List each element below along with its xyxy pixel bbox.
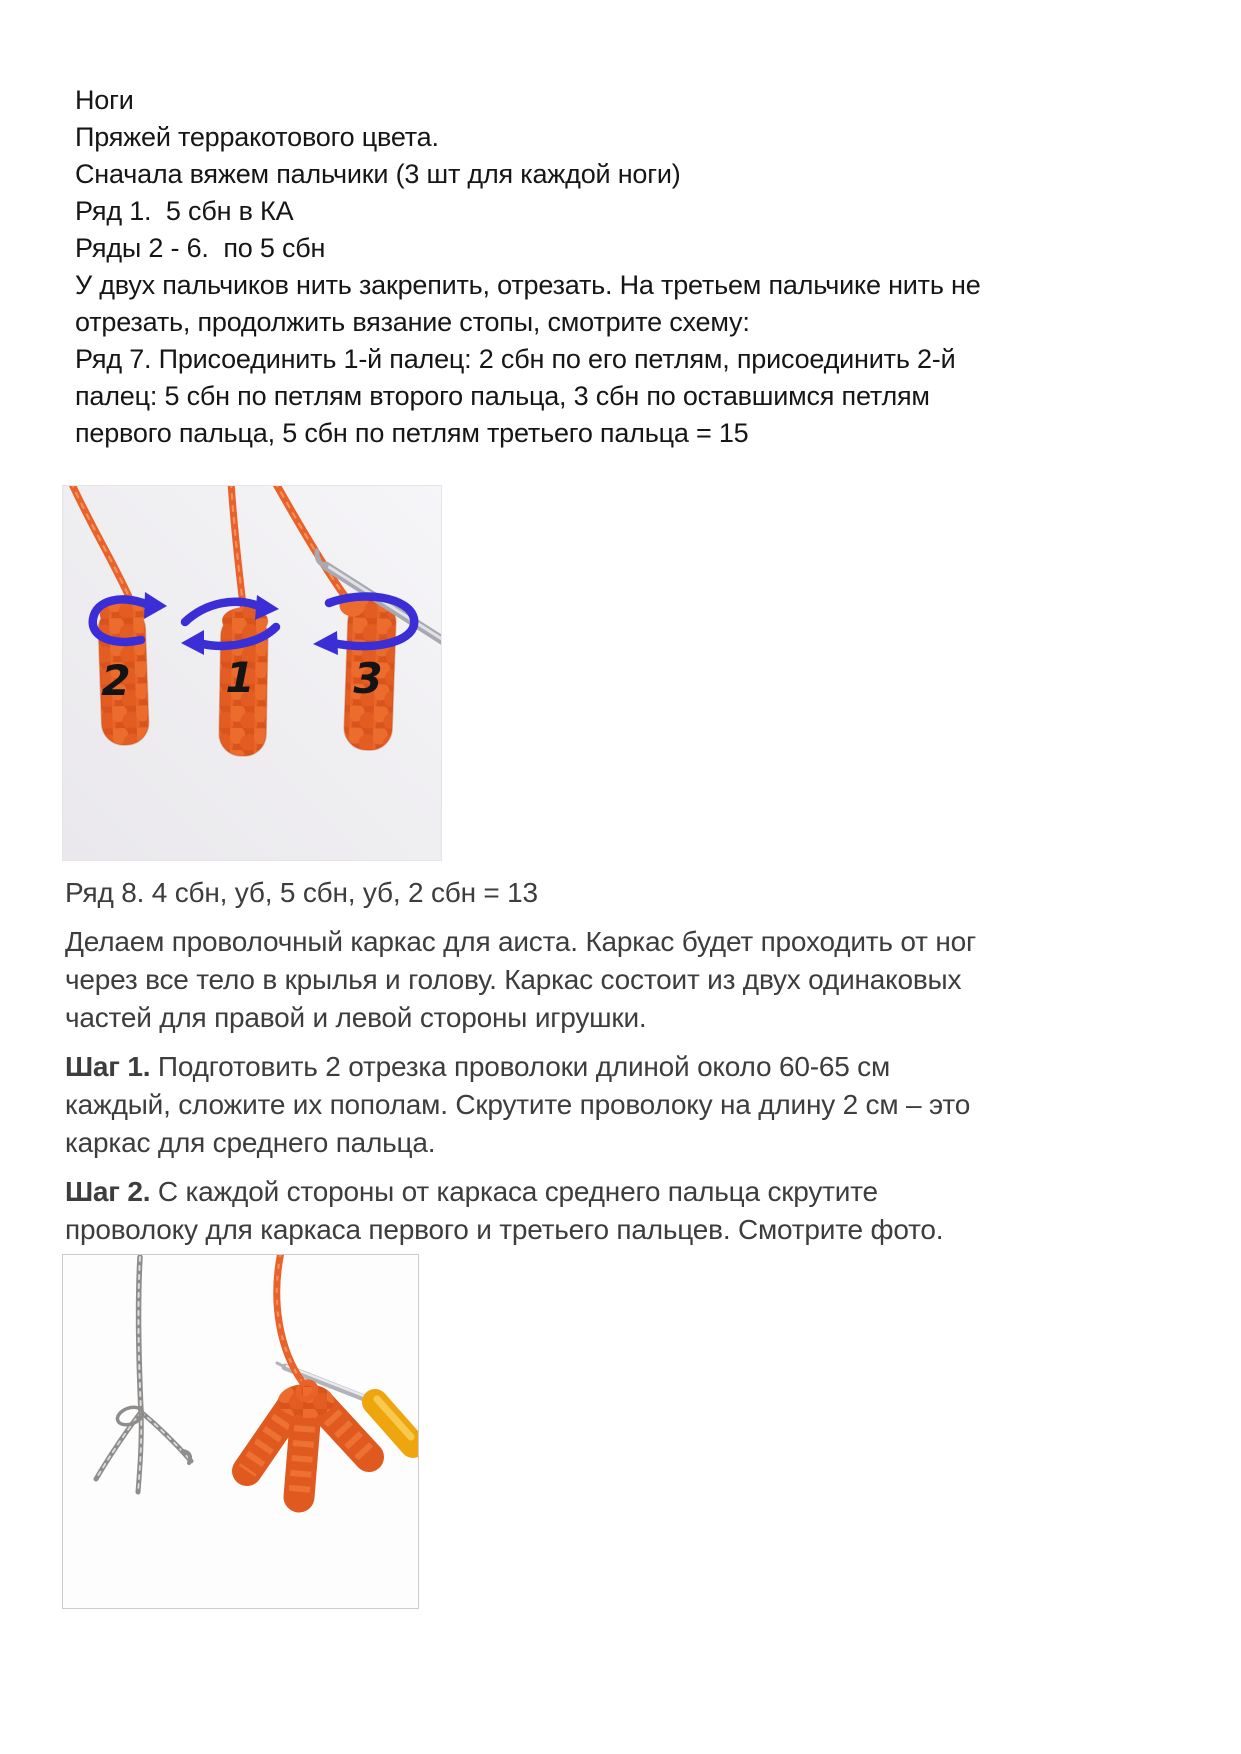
photo-wire-frame [62,1254,419,1609]
photo-three-fingers [62,485,442,861]
step1-label: Шаг 1. [65,1051,151,1082]
text-line: первого пальца, 5 сбн по петлям третьего пальца = 15 [75,418,749,448]
text-line: Делаем проволочный каркас для аиста. Каркас будет проходить от ног [65,926,977,957]
section-legs-instructions [75,0,1241,452]
paragraph-step1 [65,1048,1241,1162]
photo-three-fingers-svg [63,486,441,860]
paragraph-frame [65,923,1241,1037]
text-line-row8: Ряд 8. 4 сбн, уб, 5 сбн, уб, 2 сбн = 13 [65,877,538,908]
text-line [65,1048,1241,1086]
paragraph-step2 [65,1173,1241,1249]
step2-label: Шаг 2. [65,1176,151,1207]
finger-label-3: 3 [353,654,383,703]
text-line: Ряды 2 - 6. по 5 сбн [75,233,326,263]
text-line: проволоку для каркаса первого и третьего пальцев. Смотрите фото. [65,1214,944,1245]
text-line: Ноги [75,85,134,115]
step2-text: С каждой стороны от каркаса среднего пальца скрутите [150,1176,878,1207]
text-line: Пряжей терракотового цвета. [75,122,439,152]
text-line [65,1173,1241,1211]
text-line: Ряд 1. 5 сбн в КА [75,196,294,226]
text-line: У двух пальчиков нить закрепить, отрезать. На третьем пальчике нить не [75,270,981,300]
text-line: Сначала вяжем пальчики (3 шт для каждой ноги) [75,159,681,189]
text-line: каркас для среднего пальца. [65,1127,436,1158]
foot-finger-middle [299,1411,306,1497]
finger-label-2: 2 [101,656,131,705]
text-line: через все тело в крылья и голову. Каркас состоит из двух одинаковых [65,964,962,995]
text-line: палец: 5 сбн по петлям второго пальца, 3 сбн по оставшимся петлям [75,381,930,411]
photo-wire-frame-svg [63,1255,418,1608]
text-line: частей для правой и левой стороны игрушки. [65,1002,647,1033]
text-line: Ряд 7. Присоединить 1-й палец: 2 сбн по его петлям, присоединить 2-й [75,344,956,374]
finger-label-1: 1 [225,653,255,702]
step1-text: Подготовить 2 отрезка проволоки длиной около 60-65 см [150,1051,891,1082]
section-wire-frame-instructions [65,874,1241,1249]
text-line: отрезать, продолжить вязание стопы, смотрите схему: [75,307,750,337]
text-line: каждый, сложите их пополам. Скрутите проволоку на длину 2 см – это [65,1089,971,1120]
